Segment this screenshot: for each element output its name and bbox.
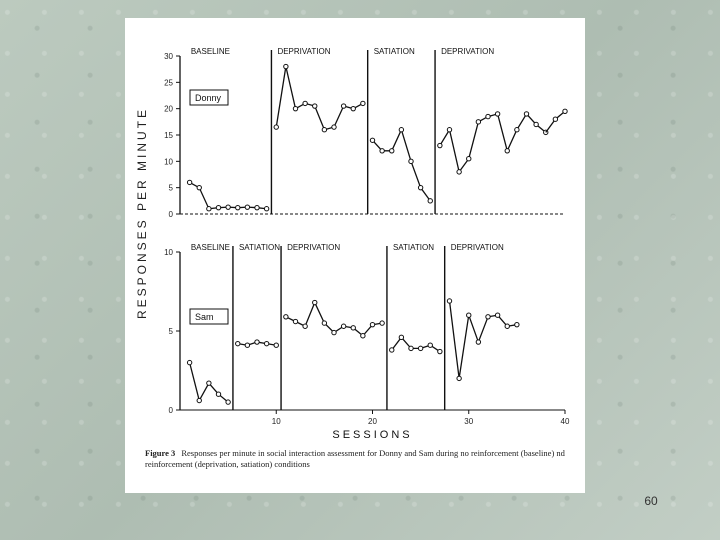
data-point bbox=[418, 346, 422, 350]
data-point bbox=[486, 315, 490, 319]
phase-label: SATIATION bbox=[373, 47, 415, 56]
data-point bbox=[332, 330, 336, 334]
data-point bbox=[495, 313, 499, 317]
figure-number: Figure 3 bbox=[145, 448, 176, 458]
data-point bbox=[216, 392, 220, 396]
data-point bbox=[467, 157, 471, 161]
figure-caption bbox=[145, 448, 575, 470]
data-point bbox=[495, 112, 499, 116]
data-point bbox=[197, 398, 201, 402]
data-point bbox=[476, 340, 480, 344]
data-point bbox=[264, 207, 268, 211]
data-point bbox=[524, 112, 528, 116]
data-point bbox=[428, 343, 432, 347]
panel-name-label: Sam bbox=[195, 312, 214, 322]
data-point bbox=[505, 324, 509, 328]
x-tick-label: 20 bbox=[368, 417, 377, 426]
y-tick-label: 20 bbox=[164, 104, 173, 114]
data-point bbox=[399, 128, 403, 132]
y-tick-label: 10 bbox=[164, 248, 173, 257]
data-point bbox=[207, 207, 211, 211]
data-point bbox=[216, 205, 220, 209]
data-point bbox=[457, 376, 461, 380]
data-point bbox=[515, 128, 519, 132]
data-point bbox=[341, 104, 345, 108]
data-point bbox=[438, 349, 442, 353]
data-point bbox=[447, 299, 451, 303]
data-point bbox=[438, 143, 442, 147]
data-point bbox=[236, 205, 240, 209]
data-point bbox=[284, 315, 288, 319]
data-point bbox=[476, 120, 480, 124]
data-point bbox=[409, 346, 413, 350]
data-point bbox=[467, 313, 471, 317]
data-point bbox=[187, 360, 191, 364]
data-point bbox=[197, 185, 201, 189]
data-point bbox=[274, 343, 278, 347]
phase-label: DEPRIVATION bbox=[441, 47, 495, 56]
data-point bbox=[361, 334, 365, 338]
chart bbox=[125, 18, 585, 493]
data-point bbox=[409, 159, 413, 163]
data-point bbox=[303, 101, 307, 105]
series-line bbox=[450, 301, 517, 378]
data-point bbox=[457, 170, 461, 174]
data-point bbox=[534, 122, 538, 126]
x-tick-label: 10 bbox=[271, 417, 281, 426]
panel-name-label: Donny bbox=[195, 93, 222, 103]
series-line bbox=[276, 67, 363, 130]
data-point bbox=[361, 101, 365, 105]
y-tick-label: 25 bbox=[164, 78, 173, 88]
data-point bbox=[370, 322, 374, 326]
figure bbox=[125, 18, 585, 493]
data-point bbox=[380, 321, 384, 325]
data-point bbox=[341, 324, 345, 328]
data-point bbox=[313, 104, 317, 108]
data-point bbox=[303, 324, 307, 328]
phase-label: BASELINE bbox=[190, 243, 230, 252]
data-point bbox=[515, 322, 519, 326]
x-tick-label: 30 bbox=[464, 417, 474, 426]
data-point bbox=[351, 106, 355, 110]
y-tick-label: 0 bbox=[168, 210, 173, 219]
data-point bbox=[313, 300, 317, 304]
data-point bbox=[293, 106, 297, 110]
data-point bbox=[322, 321, 326, 325]
y-tick-label: 0 bbox=[168, 406, 173, 415]
y-tick-label: 5 bbox=[168, 327, 173, 336]
phase-label: BASELINE bbox=[190, 47, 230, 56]
data-point bbox=[187, 180, 191, 184]
data-point bbox=[447, 128, 451, 132]
data-point bbox=[332, 125, 336, 129]
data-point bbox=[264, 341, 268, 345]
data-point bbox=[390, 348, 394, 352]
data-point bbox=[370, 138, 374, 142]
data-point bbox=[226, 205, 230, 209]
series-line bbox=[440, 114, 546, 172]
data-point bbox=[380, 149, 384, 153]
phase-label: SATIATION bbox=[238, 243, 280, 252]
data-point bbox=[245, 205, 249, 209]
data-point bbox=[351, 326, 355, 330]
data-point bbox=[553, 117, 557, 121]
data-point bbox=[255, 340, 259, 344]
data-point bbox=[390, 149, 394, 153]
phase-label: DEPRIVATION bbox=[450, 243, 504, 252]
y-tick-label: 10 bbox=[164, 157, 173, 167]
data-point bbox=[505, 149, 509, 153]
page-number: 60 bbox=[644, 494, 658, 508]
y-tick-label: 15 bbox=[164, 131, 173, 140]
y-tick-label: 5 bbox=[168, 183, 173, 193]
data-point bbox=[226, 400, 230, 404]
phase-label: DEPRIVATION bbox=[277, 47, 331, 56]
data-point bbox=[418, 185, 422, 189]
data-point bbox=[428, 199, 432, 203]
data-point bbox=[486, 114, 490, 118]
data-point bbox=[399, 335, 403, 339]
x-tick-label: 40 bbox=[560, 417, 570, 426]
data-point bbox=[236, 341, 240, 345]
data-point bbox=[207, 381, 211, 385]
x-axis-label: SESSIONS bbox=[332, 429, 413, 441]
phase-label: SATIATION bbox=[392, 243, 434, 252]
data-point bbox=[293, 319, 297, 323]
y-axis-label: RESPONSES PER MINUTE bbox=[135, 106, 149, 320]
caption-text: Responses per minute in social interaction assessment for Donny and Sam during no reinforcement (baseline) nd reinforcement (deprivation, satiation) conditions bbox=[145, 448, 565, 469]
phase-label: DEPRIVATION bbox=[287, 243, 341, 252]
data-point bbox=[245, 343, 249, 347]
data-point bbox=[284, 64, 288, 68]
data-point bbox=[274, 125, 278, 129]
data-point bbox=[322, 128, 326, 132]
data-point bbox=[563, 109, 567, 113]
y-tick-label: 30 bbox=[164, 52, 173, 61]
data-point bbox=[255, 205, 259, 209]
